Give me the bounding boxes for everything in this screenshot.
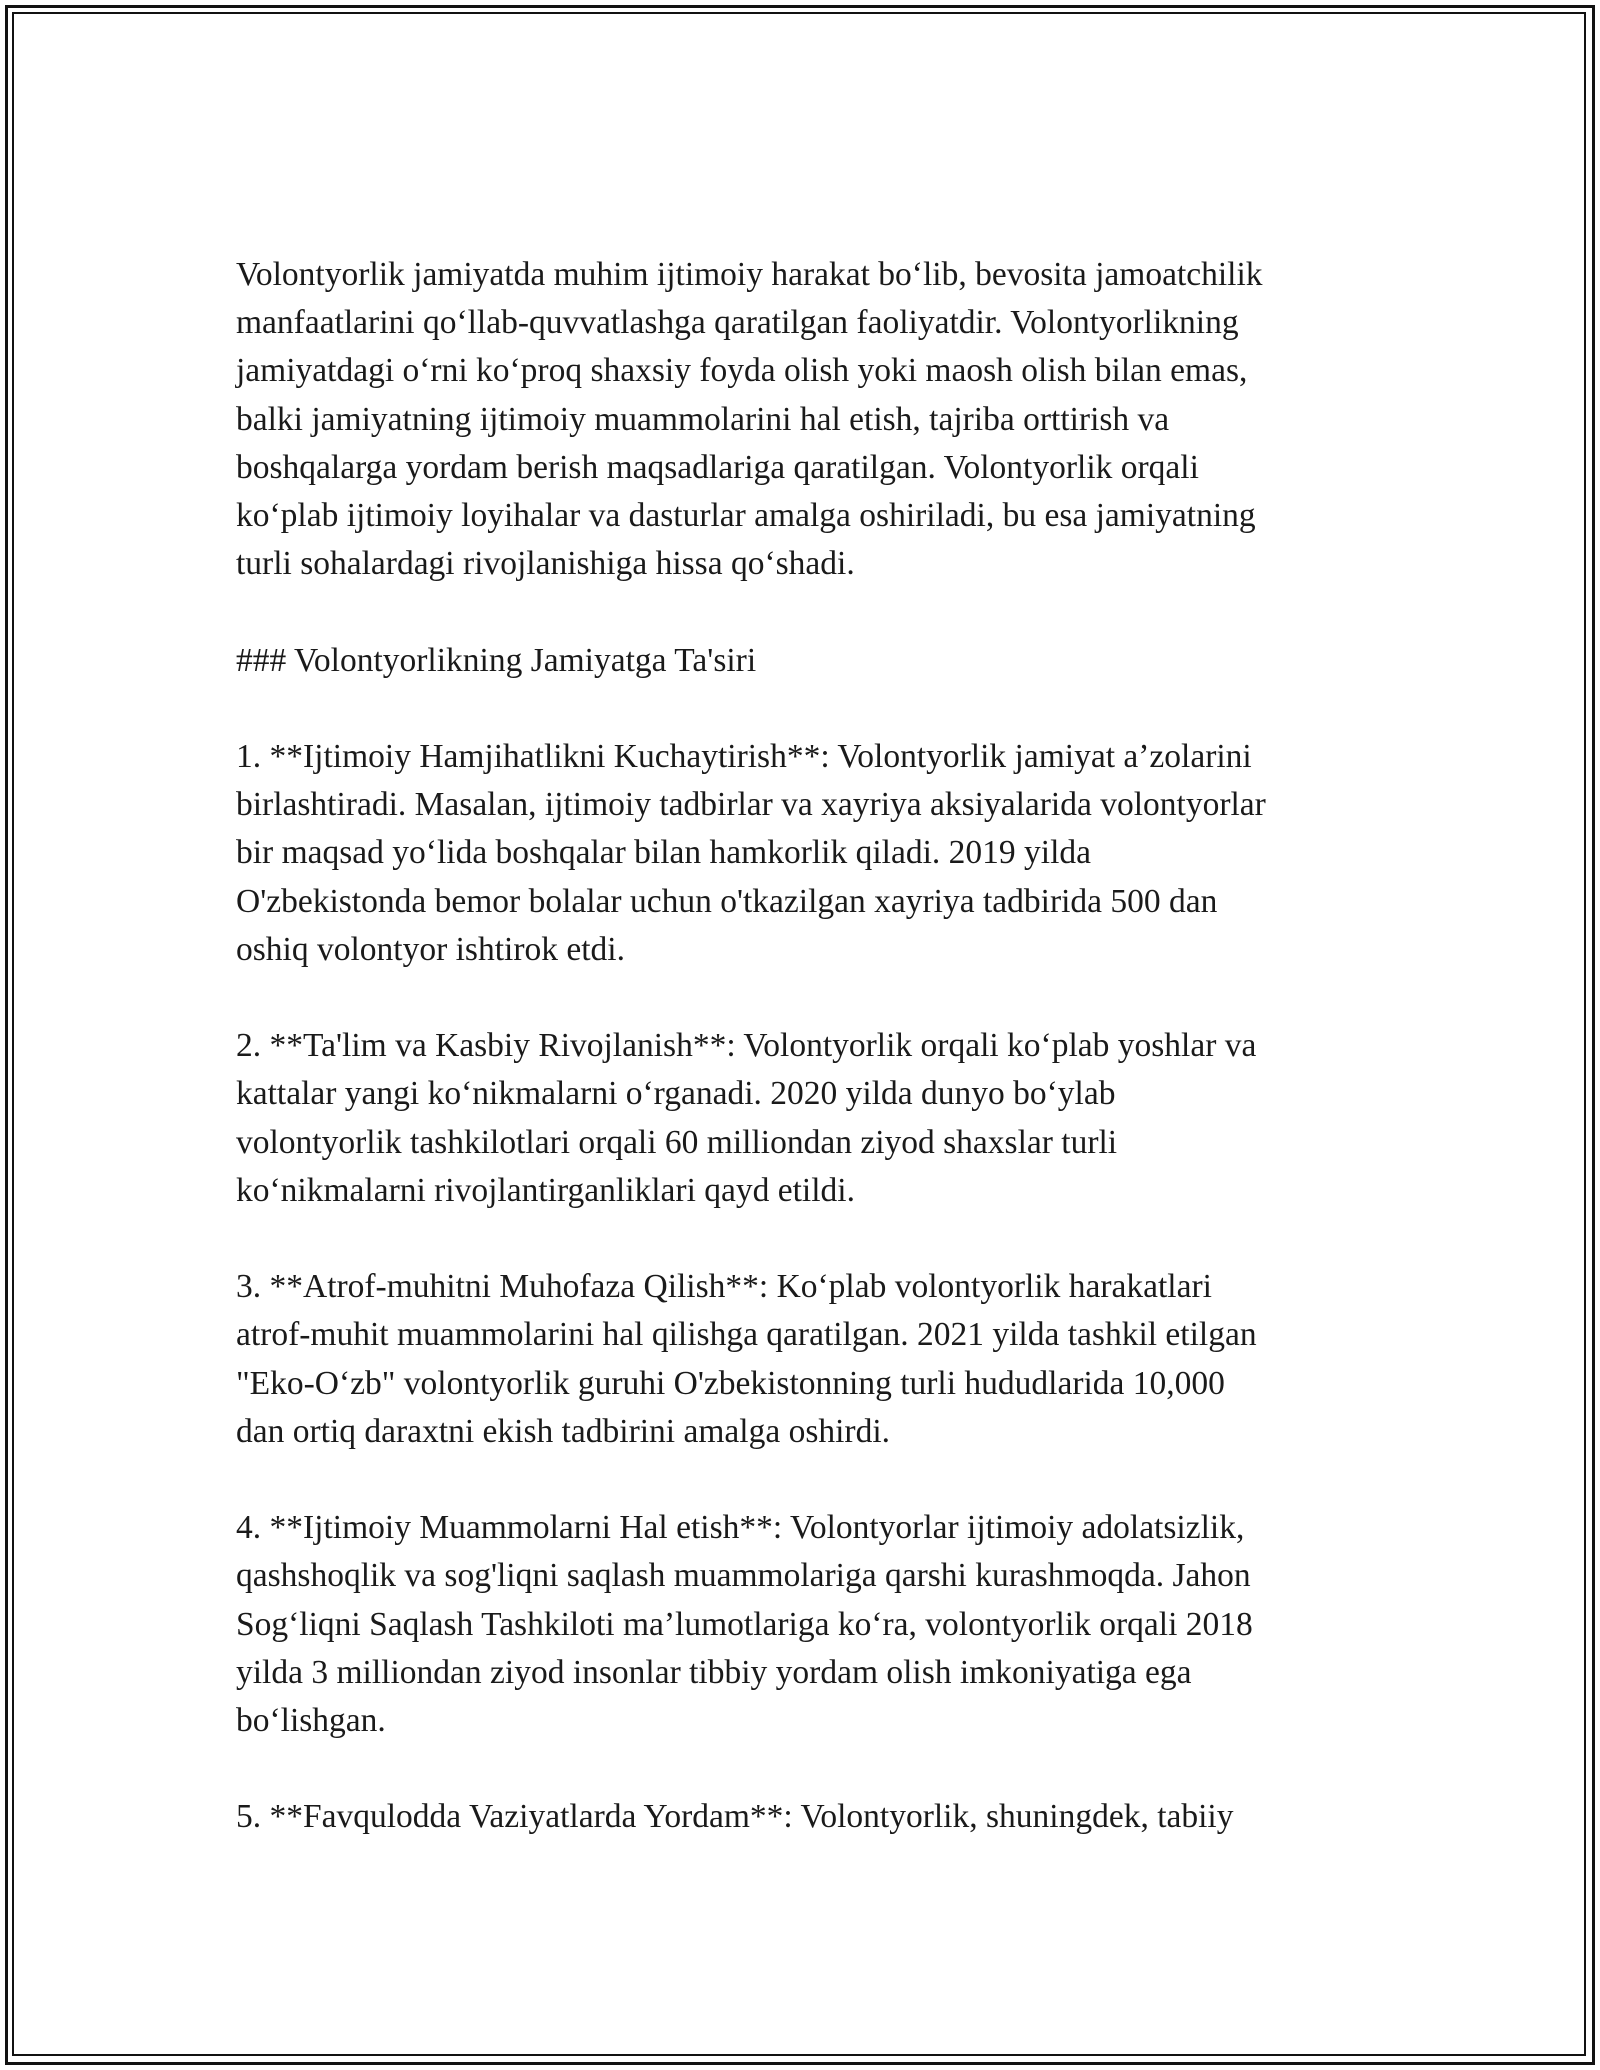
- list-item-5: [236, 1793, 1386, 1841]
- list-item-1: [236, 733, 1386, 974]
- intro-line: ko‘plab ijtimoiy loyihalar va dasturlar amalga oshiriladi, bu esa jamiyatning: [236, 497, 1256, 535]
- list-item-line: Sog‘liqni Saqlash Tashkiloti ma’lumotlariga ko‘ra, volontyorlik orqali 2018: [236, 1605, 1253, 1643]
- intro-paragraph: [236, 251, 1386, 588]
- intro-line: balki jamiyatning ijtimoiy muammolarini hal etish, tajriba orttirish va: [236, 400, 1170, 438]
- intro-line: jamiyatdagi o‘rni ko‘proq shaxsiy foyda olish yoki maosh olish bilan emas,: [236, 352, 1248, 390]
- list-item-line: O'zbekistonda bemor bolalar uchun o'tkazilgan xayriya tadbirida 500 dan: [236, 882, 1218, 920]
- list-item-line: yilda 3 milliondan ziyod insonlar tibbiy yordam olish imkoniyatiga ega: [236, 1653, 1192, 1691]
- list-item-line: dan ortiq daraxtni ekish tadbirini amalga oshirdi.: [236, 1412, 891, 1450]
- list-item-line: 3. **Atrof-muhitni Muhofaza Qilish**: Ko‘plab volontyorlik harakatlari: [236, 1268, 1212, 1306]
- list-item-line: birlashtiradi. Masalan, ijtimoiy tadbirlar va xayriya aksiyalarida volontyorlar: [236, 786, 1266, 824]
- list-item-line: 5. **Favqulodda Vaziyatlarda Yordam**: Volontyorlik, shuningdek, tabiiy: [236, 1798, 1234, 1836]
- list-item-4: [236, 1504, 1386, 1745]
- document-body: [236, 251, 1386, 1890]
- list-item-line: atrof-muhit muammolarini hal qilishga qaratilgan. 2021 yilda tashkil etilgan: [236, 1316, 1257, 1354]
- list-item-line: ko‘nikmalarni rivojlantirganliklari qayd etildi.: [236, 1171, 855, 1209]
- list-item-2: [236, 1022, 1386, 1215]
- list-item-line: bir maqsad yo‘lida boshqalar bilan hamkorlik qiladi. 2019 yilda: [236, 834, 1092, 872]
- list-item-line: 2. **Ta'lim va Kasbiy Rivojlanish**: Volontyorlik orqali ko‘plab yoshlar va: [236, 1027, 1257, 1065]
- list-item-line: "Eko-O‘zb" volontyorlik guruhi O'zbekistonning turli hududlarida 10,000: [236, 1364, 1225, 1402]
- list-item-3: [236, 1263, 1386, 1456]
- intro-line: Volontyorlik jamiyatda muhim ijtimoiy harakat bo‘lib, bevosita jamoatchilik: [236, 256, 1263, 293]
- intro-line: turli sohalardagi rivojlanishiga hissa qo‘shadi.: [236, 545, 855, 583]
- intro-line: manfaatlarini qo‘llab-quvvatlashga qaratilgan faoliyatdir. Volontyorlikning: [236, 304, 1239, 342]
- section-heading: [236, 637, 1386, 685]
- list-item-line: oshiq volontyor ishtirok etdi.: [236, 930, 625, 968]
- list-item-line: 4. **Ijtimoiy Muammolarni Hal etish**: Volontyorlar ijtimoiy adolatsizlik,: [236, 1509, 1245, 1547]
- list-item-line: bo‘lishgan.: [236, 1702, 386, 1740]
- list-item-line: qashshoqlik va sog'liqni saqlash muammolariga qarshi kurashmoqda. Jahon: [236, 1557, 1251, 1595]
- list-item-line: kattalar yangi ko‘nikmalarni o‘rganadi. 2020 yilda dunyo bo‘ylab: [236, 1075, 1116, 1113]
- intro-line: boshqalarga yordam berish maqsadlariga qaratilgan. Volontyorlik orqali: [236, 448, 1199, 486]
- section-heading-text: ### Volontyorlikning Jamiyatga Ta'siri: [236, 641, 757, 679]
- list-item-line: 1. **Ijtimoiy Hamjihatlikni Kuchaytirish**: Volontyorlik jamiyat a’zolarini: [236, 738, 1252, 775]
- list-item-line: volontyorlik tashkilotlari orqali 60 milliondan ziyod shaxslar turli: [236, 1123, 1118, 1161]
